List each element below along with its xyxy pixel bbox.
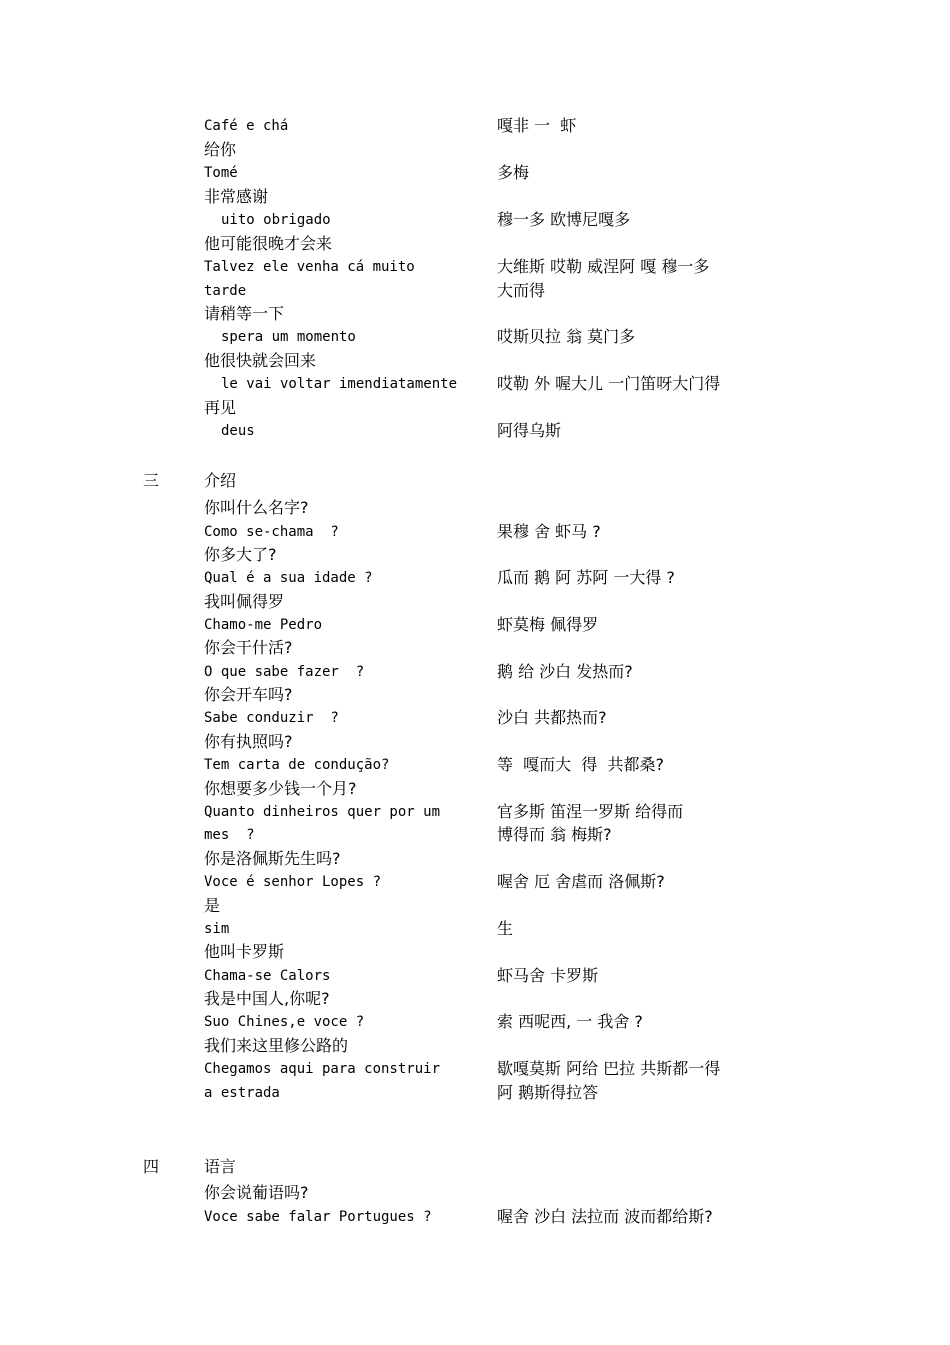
tr-thanks: 穆一多 欧博尼嘎多 xyxy=(497,210,631,229)
zh-yes: 是 xyxy=(204,896,221,915)
pt-lopes: Voce é senhor Lopes ? xyxy=(204,874,382,890)
pt-name: Como se-chama ? xyxy=(204,524,339,540)
zh-road: 我们来这里修公路的 xyxy=(204,1036,349,1055)
tr-drive: 沙白 共都热而? xyxy=(497,708,607,727)
pt-work: O que sabe fazer ? xyxy=(204,664,365,680)
zh-money: 你想要多少钱一个月? xyxy=(204,779,357,798)
pt-road-1: Chegamos aqui para construir xyxy=(204,1061,441,1077)
pt-late-2: tarde xyxy=(204,283,247,299)
tr-lopes: 喔舍 厄 舍虐而 洛佩斯? xyxy=(497,872,665,891)
tr-yes: 生 xyxy=(497,919,514,938)
section-3-number: 三 xyxy=(143,471,160,490)
pt-license: Tem carta de condução? xyxy=(204,757,390,773)
pt-thanks: uito obrigado xyxy=(221,212,331,228)
zh-speak: 你会说葡语吗? xyxy=(204,1183,309,1202)
pt-wait: spera um momento xyxy=(221,329,356,345)
section-4-title: 语言 xyxy=(204,1157,237,1176)
pt-give: Tomé xyxy=(204,165,238,181)
tr-cafe: 嘎非 一 虾 xyxy=(497,116,577,135)
zh-soon: 他很快就会回来 xyxy=(204,351,317,370)
zh-give: 给你 xyxy=(204,140,237,159)
tr-name: 果穆 舍 虾马 ? xyxy=(497,522,601,541)
zh-work: 你会干什活? xyxy=(204,638,293,657)
zh-license: 你有执照吗? xyxy=(204,732,293,751)
pt-drive: Sabe conduzir ? xyxy=(204,710,339,726)
tr-carlos: 虾马舍 卡罗斯 xyxy=(497,966,599,985)
pt-soon: le vai voltar imendiatamente xyxy=(221,376,458,392)
zh-pedro: 我叫佩得罗 xyxy=(204,592,285,611)
zh-bye: 再见 xyxy=(204,398,237,417)
zh-lopes: 你是洛佩斯先生吗? xyxy=(204,849,341,868)
tr-late-1: 大维斯 哎勒 威涅阿 嘎 穆一多 xyxy=(497,257,710,276)
tr-work: 鹅 给 沙白 发热而? xyxy=(497,662,633,681)
zh-age: 你多大了? xyxy=(204,545,277,564)
zh-name: 你叫什么名字? xyxy=(204,498,309,517)
pt-road-2: a estrada xyxy=(204,1085,280,1101)
tr-give: 多梅 xyxy=(497,163,530,182)
pt-cafe: Café e chá xyxy=(204,118,289,134)
tr-license: 等 嘎而大 得 共都桑? xyxy=(497,755,665,774)
tr-wait: 哎斯贝拉 翁 莫门多 xyxy=(497,327,636,346)
zh-carlos: 他叫卡罗斯 xyxy=(204,942,285,961)
tr-age: 瓜而 鹅 阿 苏阿 一大得 ? xyxy=(497,568,675,587)
tr-money-1: 官多斯 笛涅一罗斯 给得而 xyxy=(497,802,684,821)
zh-late: 他可能很晚才会来 xyxy=(204,234,333,253)
pt-carlos: Chama-se Calors xyxy=(204,968,331,984)
pt-bye: deus xyxy=(221,423,255,439)
pt-chinese: Suo Chines,e voce ? xyxy=(204,1014,365,1030)
pt-speak: Voce sabe falar Portugues ? xyxy=(204,1209,432,1225)
tr-bye: 阿得乌斯 xyxy=(497,421,562,440)
tr-soon: 哎勒 外 喔大儿 一门笛呀大门得 xyxy=(497,374,721,393)
pt-money-2: mes ? xyxy=(204,827,255,843)
pt-late-1: Talvez ele venha cá muito xyxy=(204,259,415,275)
tr-money-2: 博得而 翁 梅斯? xyxy=(497,825,612,844)
zh-chinese: 我是中国人,你呢? xyxy=(204,989,330,1008)
tr-road-2: 阿 鹅斯得拉答 xyxy=(497,1083,599,1102)
zh-thanks: 非常感谢 xyxy=(204,187,269,206)
tr-pedro: 虾莫梅 佩得罗 xyxy=(497,615,599,634)
pt-pedro: Chamo-me Pedro xyxy=(204,617,323,633)
pt-age: Qual é a sua idade ? xyxy=(204,570,373,586)
tr-speak: 喔舍 沙白 法拉而 波而都给斯? xyxy=(497,1207,713,1226)
zh-drive: 你会开车吗? xyxy=(204,685,293,704)
section-4-number: 四 xyxy=(143,1157,160,1176)
tr-chinese: 索 西呢西, 一 我舍 ? xyxy=(497,1012,643,1031)
zh-wait: 请稍等一下 xyxy=(204,304,285,323)
pt-money-1: Quanto dinheiros quer por um xyxy=(204,804,441,820)
pt-yes: sim xyxy=(204,921,230,937)
tr-road-1: 歇嘎莫斯 阿给 巴拉 共斯都一得 xyxy=(497,1059,721,1078)
section-3-title: 介绍 xyxy=(204,471,237,490)
tr-late-2: 大而得 xyxy=(497,281,546,300)
